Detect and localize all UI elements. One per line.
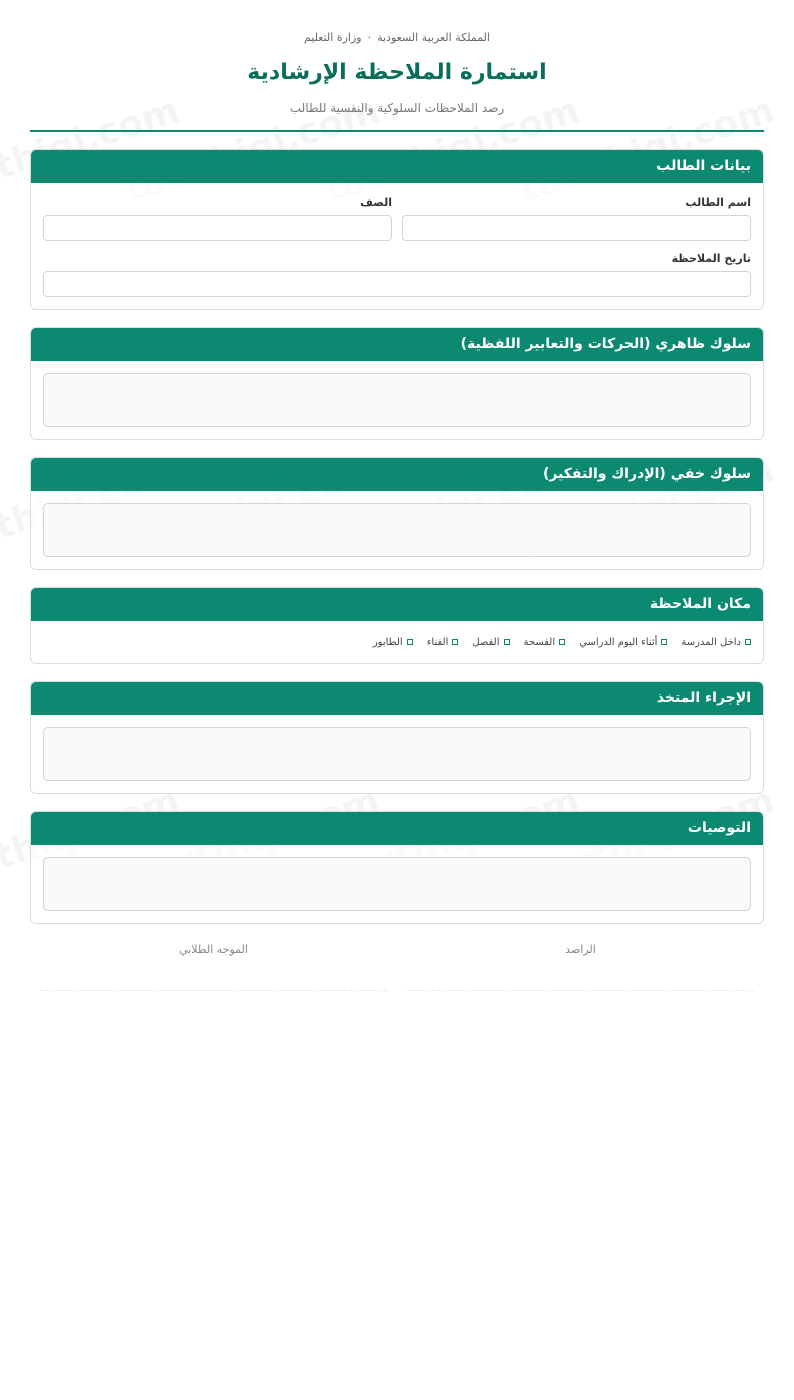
covert-behavior-textarea[interactable]: [43, 503, 751, 557]
grade-input[interactable]: [43, 215, 392, 241]
recommendations-textarea[interactable]: [43, 857, 751, 911]
grade-field: [43, 195, 392, 241]
student-info-section: [30, 149, 764, 310]
observation-date-input[interactable]: [43, 271, 751, 297]
country-name: المملكة العربية السعودية: [377, 31, 490, 44]
student-name-field: [402, 195, 751, 241]
location-options: [43, 633, 751, 651]
counselor-signature: [30, 942, 397, 991]
location-option-recess[interactable]: الفسحة: [524, 637, 566, 648]
section-heading: بيانات الطالب: [31, 150, 763, 183]
action-taken-textarea[interactable]: [43, 727, 751, 781]
header-divider: [30, 130, 764, 132]
location-option-courtyard[interactable]: الفناء: [427, 637, 459, 648]
student-name-label: اسم الطالب: [685, 196, 751, 209]
separator: ·: [367, 31, 372, 44]
covert-behavior-section: [30, 457, 764, 570]
section-heading: سلوك ظاهري (الحركات والتعابير اللفظية): [31, 328, 763, 361]
location-option-classroom[interactable]: الفصل: [472, 637, 509, 648]
signatures: [30, 942, 764, 991]
section-heading: التوصيات: [31, 812, 763, 845]
counselor-label: الموجه الطلابي: [179, 943, 248, 956]
form-title: استمارة الملاحظة الإرشادية: [247, 60, 547, 85]
observer-signature-line[interactable]: [407, 990, 754, 991]
action-taken-section: [30, 681, 764, 794]
observation-date-label: تاريخ الملاحظة: [671, 252, 751, 265]
checkbox-icon: [745, 639, 751, 645]
form-subtitle: رصد الملاحظات السلوكية والنفسية للطالب: [289, 101, 505, 115]
student-name-input[interactable]: [402, 215, 751, 241]
checkbox-icon: [559, 639, 565, 645]
ministry-name: وزارة التعليم: [304, 31, 362, 44]
grade-label: الصف: [360, 196, 392, 209]
observer-label: الراصد: [565, 943, 596, 956]
recommendations-section: [30, 811, 764, 924]
form-header: [30, 28, 764, 118]
section-heading: مكان الملاحظة: [31, 588, 763, 621]
counselor-signature-line[interactable]: [40, 990, 387, 991]
header-top-line: [30, 28, 764, 48]
checkbox-icon: [452, 639, 458, 645]
location-option-assembly[interactable]: الطابور: [373, 637, 413, 648]
overt-behavior-textarea[interactable]: [43, 373, 751, 427]
location-option-school-day[interactable]: أثناء اليوم الدراسي: [579, 637, 667, 648]
observation-location-section: [30, 587, 764, 664]
location-option-inside-school[interactable]: داخل المدرسة: [681, 637, 751, 648]
checkbox-icon: [504, 639, 510, 645]
overt-behavior-section: [30, 327, 764, 440]
observer-signature: [397, 942, 764, 991]
observation-date-field: [43, 251, 751, 297]
section-heading: الإجراء المتخذ: [31, 682, 763, 715]
section-heading: سلوك خفي (الإدراك والتفكير): [31, 458, 763, 491]
checkbox-icon: [661, 639, 667, 645]
checkbox-icon: [407, 639, 413, 645]
